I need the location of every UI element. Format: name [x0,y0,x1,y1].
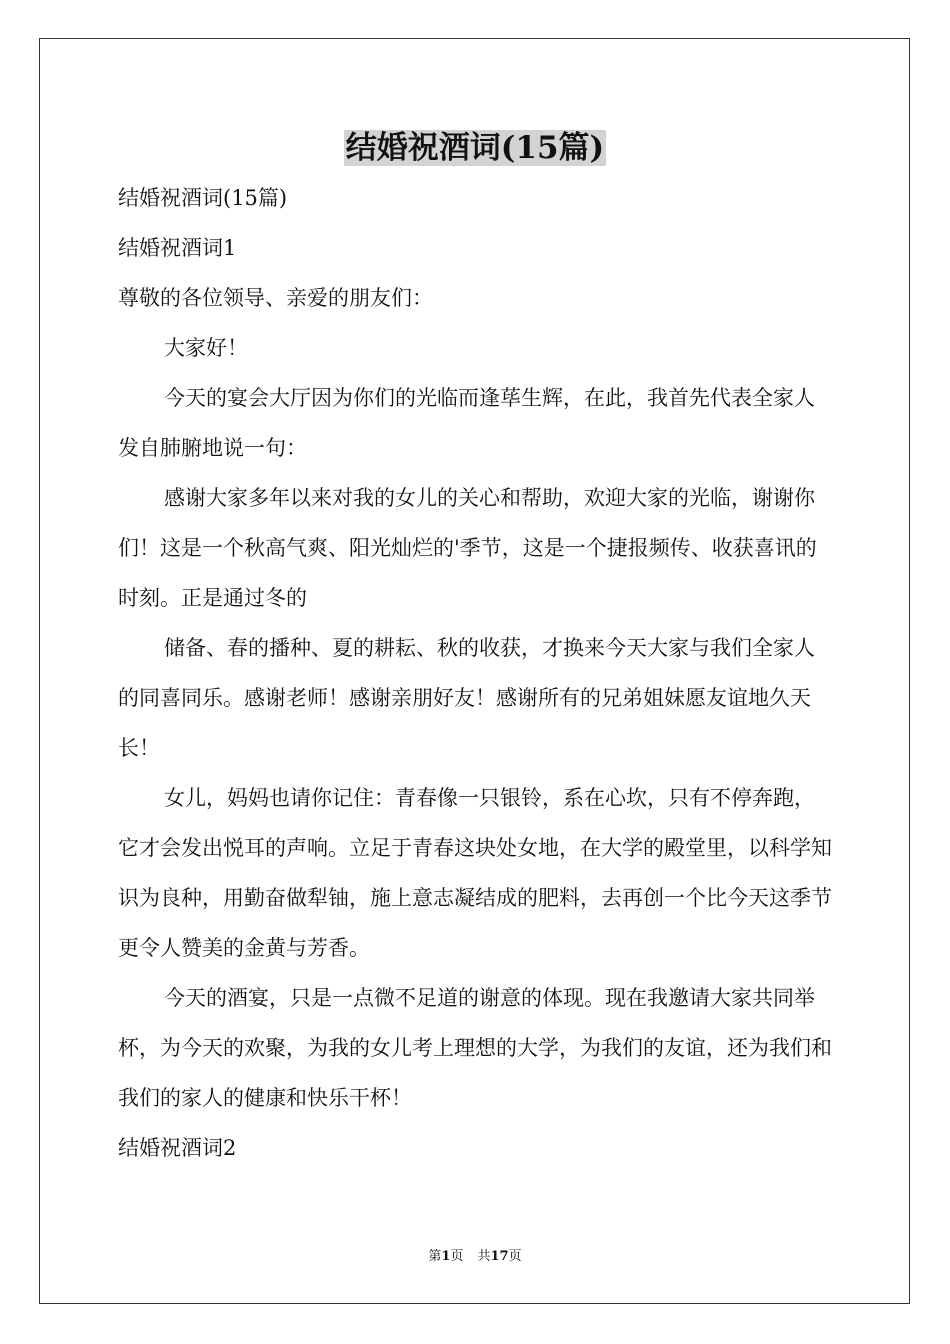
document-title-text: 结婚祝酒词(15篇) [345,130,605,166]
section-heading: 结婚祝酒词1 [118,236,237,260]
page-suffix: 页 [450,1249,464,1264]
page-number: 1 [441,1249,451,1264]
greeting: 大家好！ [164,336,248,360]
page-footer [0,1248,950,1266]
paragraph: 储备、春的播种、夏的耕耘、秋的收获，才换来今天大家与我们全家人的同喜同乐。感谢老师！感谢亲朋好友！感谢所有的兄弟姐妹愿友谊地久天长！ [118,636,815,760]
total-prefix: 共 [477,1249,491,1264]
paragraph: 女儿，妈妈也请你记住：青春像一只银铃，系在心坎，只有不停奔跑，它才会发出悦耳的声响。立足于青春这块处女地，在大学的殿堂里，以科学知识为良种，用勤奋做犁铀，施上意志凝结成的肥料，去再创一个比今天这季节更令人赞美的金黄与芳香。 [118,786,832,960]
paragraph: 今天的宴会大厅因为你们的光临而逢荜生辉，在此，我首先代表全家人发自肺腑地说一句： [118,386,815,460]
salutation: 尊敬的各位领导、亲爱的朋友们： [118,286,433,310]
total-suffix: 页 [508,1249,522,1264]
paragraph: 感谢大家多年以来对我的女儿的关心和帮助，欢迎大家的光临，谢谢你们！这是一个秋高气爽、阳光灿烂的'季节，这是一个捷报频传、收获喜讯的时刻。正是通过冬的 [118,486,817,610]
section-heading: 结婚祝酒词2 [118,1136,237,1160]
document-body [118,173,834,1173]
paragraph: 结婚祝酒词(15篇) [118,186,288,210]
page-prefix: 第 [428,1249,442,1264]
document-title [0,126,950,170]
total-pages: 17 [490,1249,509,1264]
paragraph: 今天的酒宴，只是一点微不足道的谢意的体现。现在我邀请大家共同举杯，为今天的欢聚，为我的女儿考上理想的大学，为我们的友谊，还为我们和我们的家人的健康和快乐干杯！ [118,986,832,1110]
